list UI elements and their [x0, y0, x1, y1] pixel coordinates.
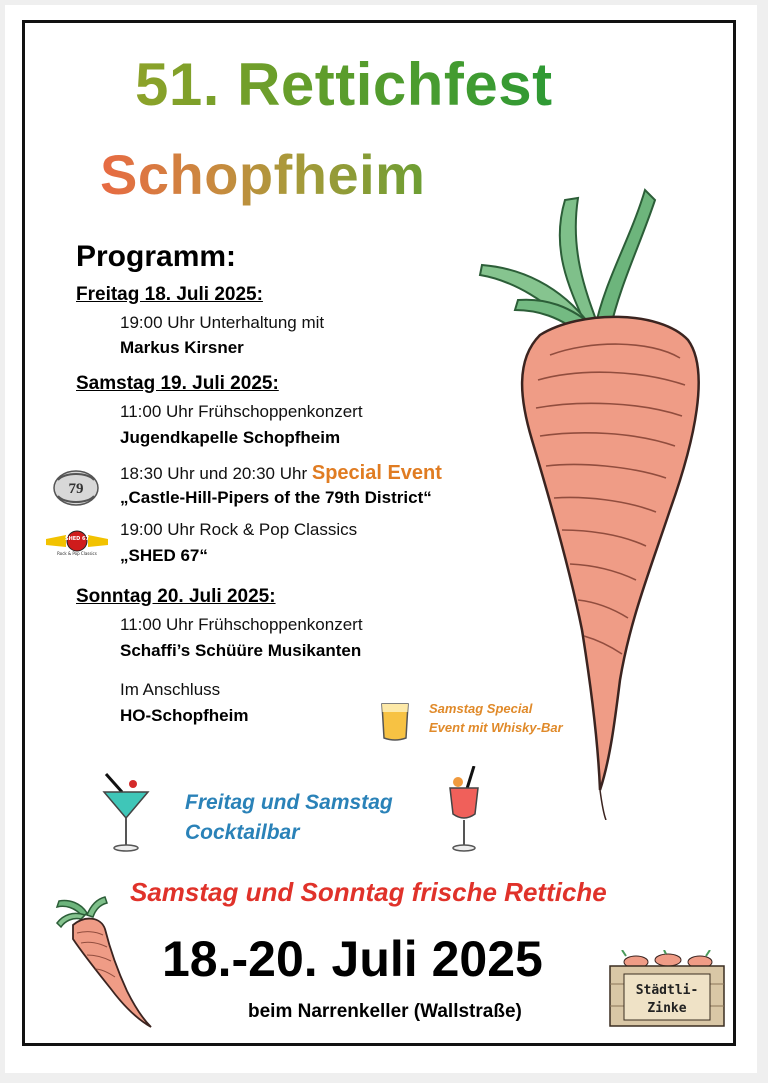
shed67-logo — [44, 529, 110, 557]
sunday-act-1: Schaffi’s Schüüre Musikanten — [120, 641, 362, 660]
saturday-act-2: „Castle-Hill-Pipers of the 79th District“ — [120, 488, 432, 507]
saturday-time-2-text: 18:30 Uhr und 20:30 Uhr — [120, 464, 308, 483]
program-heading: Programm: — [76, 240, 237, 273]
event-town: Schopfheim — [100, 143, 426, 206]
saturday-time-2 — [120, 462, 442, 485]
saturday-act-1: Jugendkapelle Schopfheim — [120, 428, 341, 447]
pipers-logo — [52, 468, 100, 508]
event-dates: 18.-20. Juli 2025 — [162, 931, 543, 987]
shed67-logo-subtext: Rock & Pop Classics — [57, 551, 97, 556]
sunday-date: Sonntag 20. Juli 2025: — [76, 586, 276, 607]
sign-line-2: Zinke — [647, 1001, 687, 1016]
sunday-time-2: Im Anschluss — [120, 680, 221, 699]
whisky-glass-icon — [380, 700, 410, 742]
staedtli-zinke-sign — [606, 950, 728, 1030]
friday-date: Freitag 18. Juli 2025: — [76, 284, 263, 305]
event-title: 51. Rettichfest — [135, 51, 553, 118]
cocktail-glass-icon-right — [444, 766, 484, 854]
small-radish-illustration — [55, 895, 155, 1030]
saturday-date: Samstag 19. Juli 2025: — [76, 373, 279, 394]
pipers-logo-text: 79 — [68, 481, 84, 497]
whisky-note-line-1: Samstag Special — [429, 701, 533, 716]
friday-act-1: Markus Kirsner — [120, 338, 244, 357]
friday-time-1: 19:00 Uhr Unterhaltung mit — [120, 313, 325, 332]
sunday-act-2: HO-Schopfheim — [120, 706, 249, 725]
saturday-time-1: 11:00 Uhr Frühschoppenkonzert — [120, 402, 363, 421]
whisky-note-line-2: Event mit Whisky-Bar — [429, 720, 563, 735]
special-event-label: Special Event — [311, 462, 442, 484]
cocktail-glass-icon-left — [100, 772, 152, 852]
cocktail-line-1: Freitag und Samstag — [185, 791, 393, 814]
cocktail-line-2: Cocktailbar — [185, 821, 300, 844]
sunday-time-1: 11:00 Uhr Frühschoppenkonzert — [120, 615, 363, 634]
radish-root-tip — [600, 790, 606, 820]
fresh-radish-banner: Samstag und Sonntag frische Rettiche — [130, 877, 607, 907]
saturday-act-3: „SHED 67“ — [120, 546, 208, 565]
event-venue: beim Narrenkeller (Wallstraße) — [248, 1001, 522, 1022]
sign-line-1: Städtli- — [635, 983, 699, 998]
shed67-logo-text: SHED 67 — [64, 536, 90, 542]
saturday-time-3: 19:00 Uhr Rock & Pop Classics — [120, 520, 358, 539]
